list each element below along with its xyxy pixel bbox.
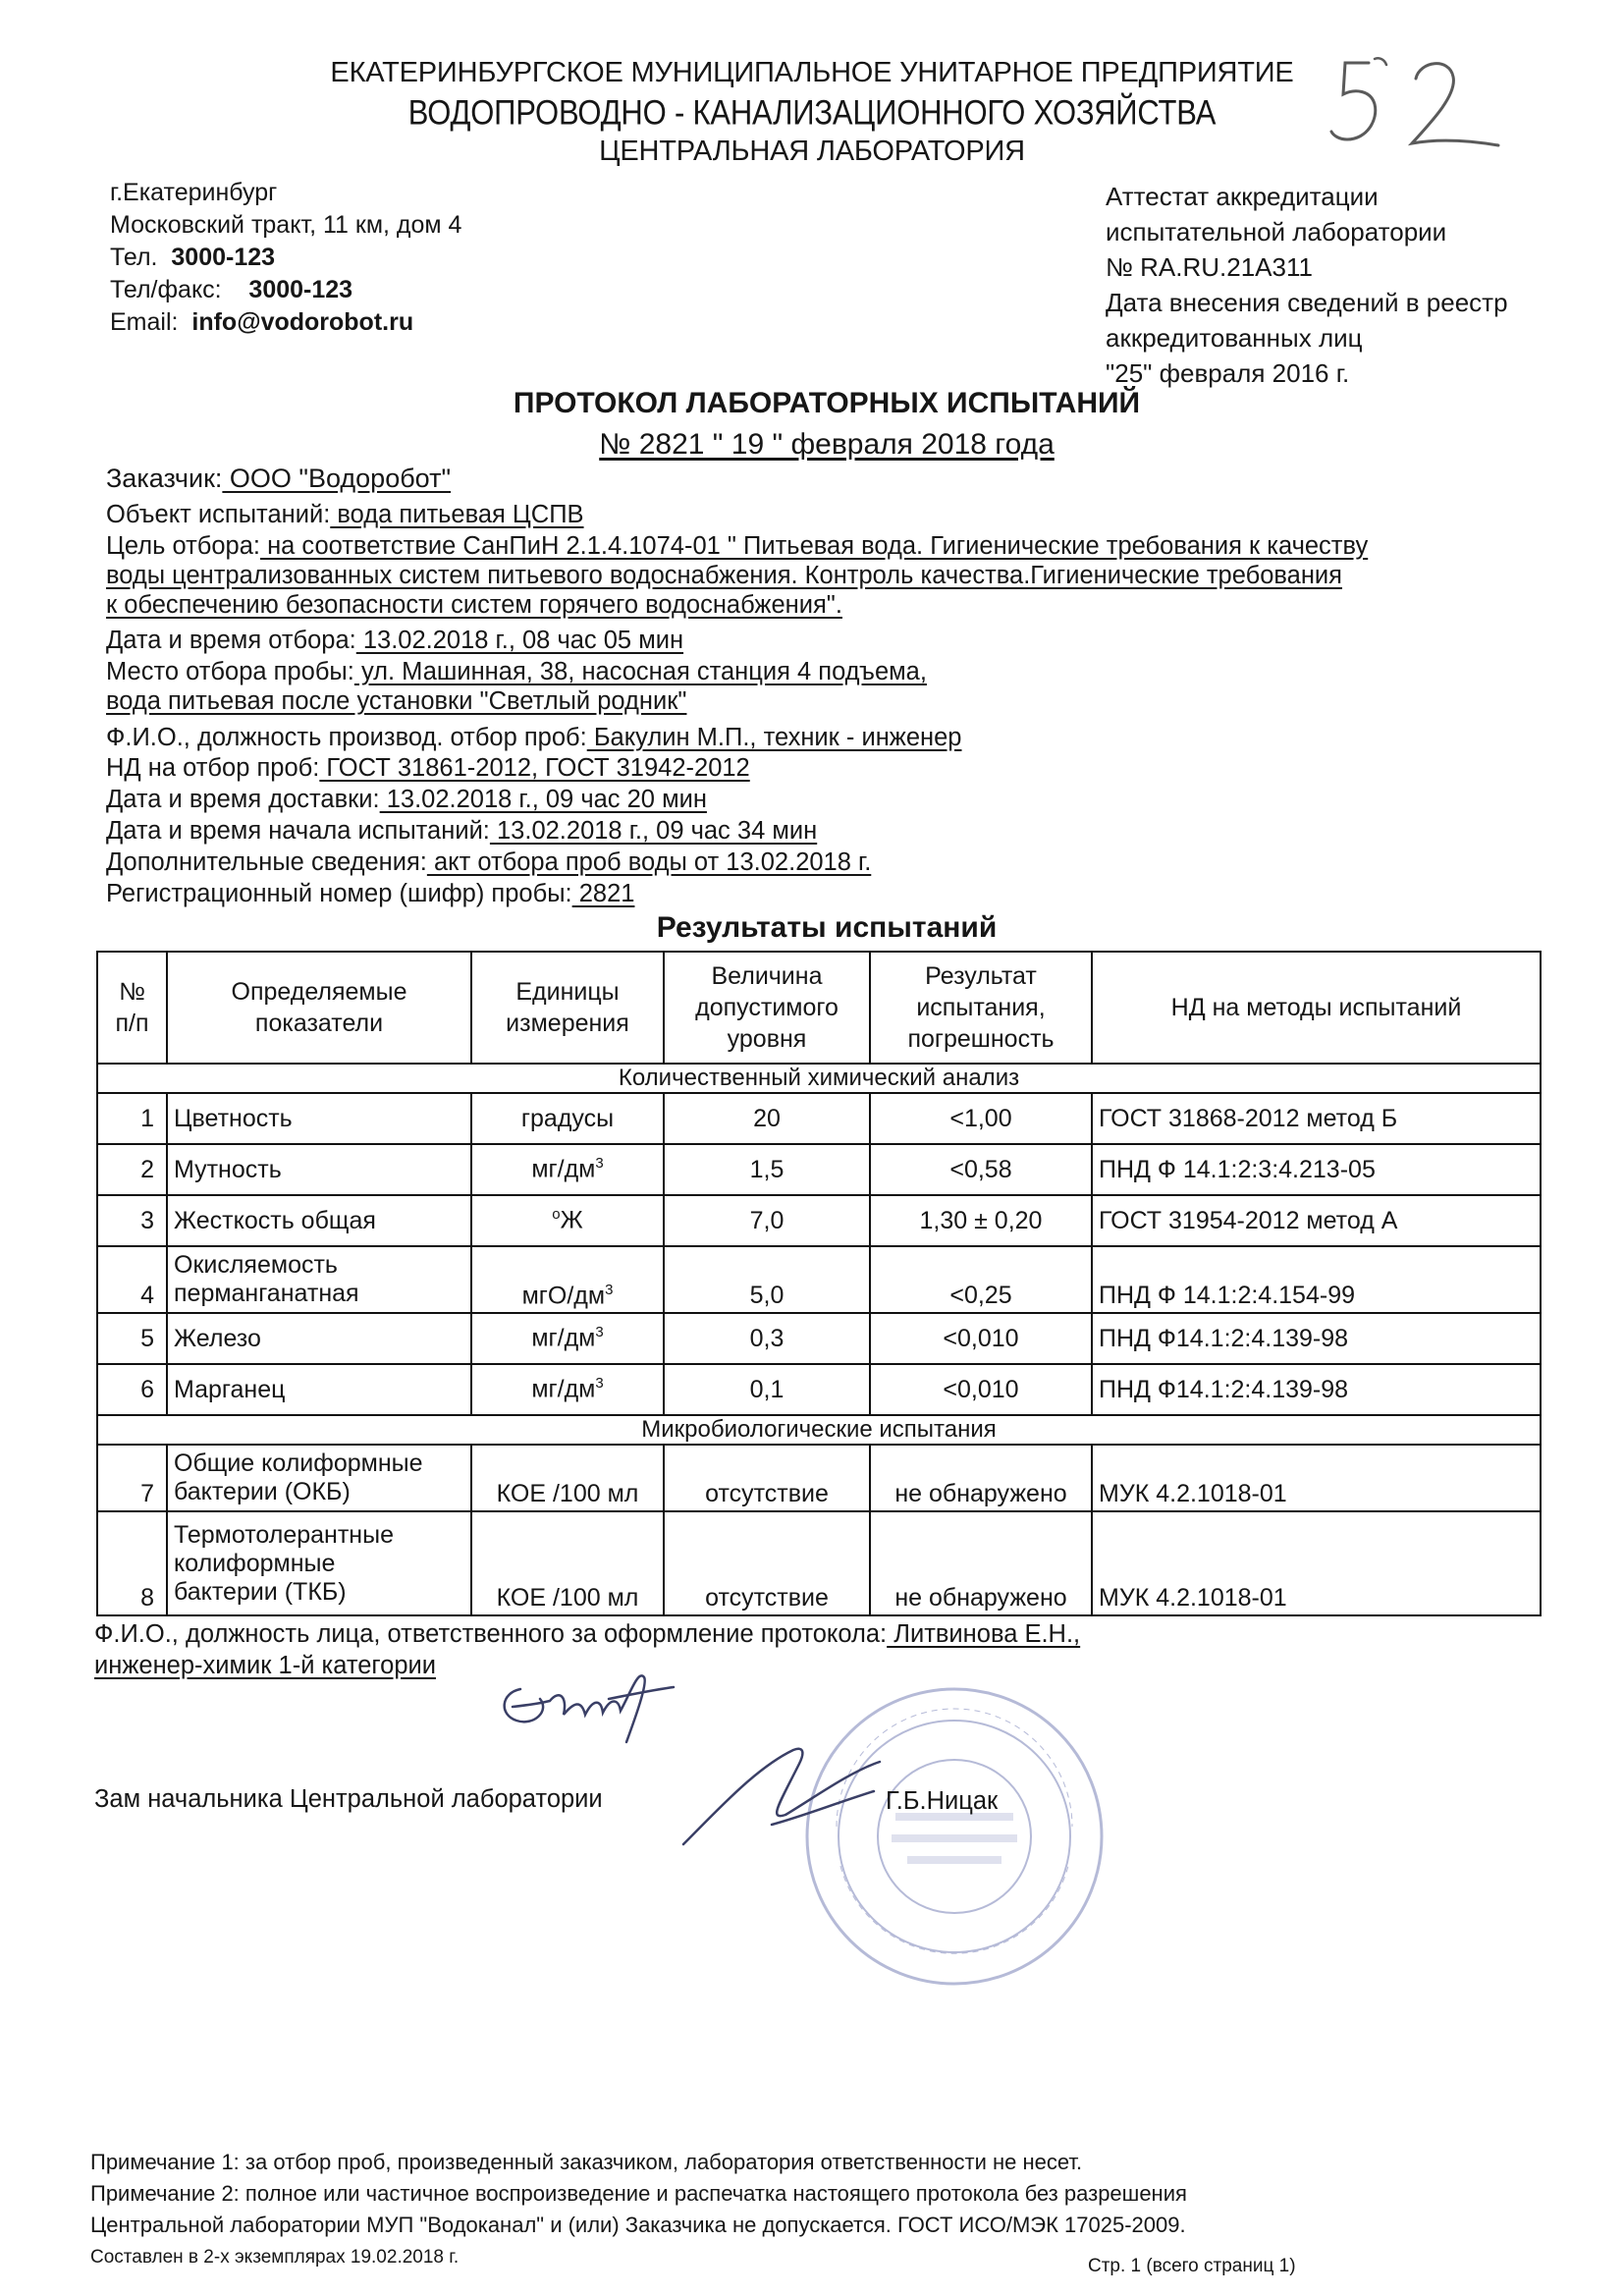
- protocol-number: № 2821 " 19 " февраля 2018 года: [599, 428, 1055, 461]
- row-parameter: Мутность: [167, 1144, 471, 1195]
- field-sampling-place-cont: вода питьевая после установки "Светлый родник": [106, 687, 687, 715]
- row-number: 1: [97, 1093, 167, 1144]
- row-method: ГОСТ 31868-2012 метод Б: [1092, 1093, 1541, 1144]
- section-row-micro: [97, 1415, 1541, 1445]
- section-row-chemical: [97, 1064, 1541, 1093]
- table-row: [97, 1364, 1541, 1415]
- row-unit: $мг/дм^3$: [471, 1313, 664, 1364]
- accreditation-date: "25" февраля 2016 г.: [1106, 358, 1350, 388]
- row-number: 3: [97, 1195, 167, 1246]
- row-unit: $мг/дм^3$: [471, 1144, 664, 1195]
- row-parameter: Жесткость общая: [167, 1195, 471, 1246]
- row-unit: градусы: [471, 1093, 664, 1144]
- row-result: <0,010: [870, 1313, 1092, 1364]
- row-parameter: Окисляемость перманганатная: [167, 1246, 471, 1313]
- note-2: Примечание 2: полное или частичное воспроизведение и распечатка настоящего протокола без разрешения: [90, 2181, 1187, 2206]
- field-sampling-place: Место отбора пробы: ул. Машинная, 38, насосная станция 4 подъема,: [106, 658, 927, 685]
- col-header-unit: Единицы измерения: [471, 952, 664, 1064]
- org-name-line3: ЦЕНТРАЛЬНАЯ ЛАБОРАТОРИЯ: [599, 136, 1025, 167]
- note-2-cont: Центральной лаборатории МУП "Водоканал" и (или) Заказчика не допускается. ГОСТ ИСО/МЭК 17025-2009.: [90, 2213, 1186, 2237]
- field-reg-number: Регистрационный номер (шифр) пробы: 2821: [106, 880, 635, 907]
- results-title: Результаты испытаний: [656, 911, 998, 944]
- org-name-line2: ВОДОПРОВОДНО - КАНАЛИЗАЦИОННОГО ХОЗЯЙСТВА: [407, 92, 1217, 133]
- address-fax: Тел/факс: 3000-123: [110, 276, 353, 303]
- row-method: МУК 4.2.1018-01: [1092, 1511, 1541, 1615]
- row-number: 8: [97, 1511, 167, 1615]
- results-table: [96, 951, 1542, 1616]
- field-test-start: Дата и время начала испытаний: 13.02.2018 г., 09 час 34 мин: [106, 817, 818, 845]
- table-row: [97, 1246, 1541, 1313]
- field-object: Объект испытаний: вода питьевая ЦСПВ: [106, 501, 584, 528]
- responsible-name: Литвинова Е.Н.,: [887, 1620, 1081, 1648]
- section-title-micro: Микробиологические испытания: [97, 1415, 1541, 1445]
- row-limit: 5,0: [664, 1246, 870, 1313]
- col-header-limit: Величина допустимого уровня: [664, 952, 870, 1064]
- accreditation-line1: Аттестат аккредитации: [1106, 182, 1379, 211]
- row-result: 1,30 ± 0,20: [870, 1195, 1092, 1246]
- field-purpose: Цель отбора: на соответствие СанПиН 2.1.4.1074-01 " Питьевая вода. Гигиенические требования к качеству: [106, 532, 1369, 560]
- row-result: <0,010: [870, 1364, 1092, 1415]
- row-method: ГОСТ 31954-2012 метод А: [1092, 1195, 1541, 1246]
- table-header-row: [97, 952, 1541, 1064]
- row-unit: КОЕ /100 мл: [471, 1511, 664, 1615]
- row-parameter: Общие колиформные бактерии (ОКБ): [167, 1445, 471, 1511]
- row-result: <1,00: [870, 1093, 1092, 1144]
- row-method: ПНД Ф 14.1:2:3:4.213-05: [1092, 1144, 1541, 1195]
- table-row: [97, 1445, 1541, 1511]
- address-phone: Тел. 3000-123: [110, 244, 276, 271]
- field-purpose-cont2: к обеспечению безопасности систем горячего водоснабжения".: [106, 591, 842, 619]
- row-parameter: Цветность: [167, 1093, 471, 1144]
- field-sampling-datetime: Дата и время отбора: 13.02.2018 г., 08 час 05 мин: [106, 627, 684, 654]
- row-number: 7: [97, 1445, 167, 1511]
- responsible-label: Ф.И.О., должность лица, ответственного за оформление протокола:: [94, 1620, 888, 1648]
- deputy-label: Зам начальника Центральной лаборатории: [94, 1785, 603, 1813]
- row-unit: КОЕ /100 мл: [471, 1445, 664, 1511]
- table-row: [97, 1511, 1541, 1615]
- note-1: Примечание 1: за отбор проб, произведенный заказчиком, лаборатория ответственности не несет.: [90, 2150, 1083, 2174]
- row-limit: отсутствие: [664, 1511, 870, 1615]
- row-limit: 7,0: [664, 1195, 870, 1246]
- row-parameter: Термотолерантные колиформные бактерии (ТКБ): [167, 1511, 471, 1615]
- deputy-name: Г.Б.Ницак: [886, 1787, 999, 1815]
- page-counter: Стр. 1 (всего страниц 1): [1088, 2256, 1296, 2276]
- row-method: МУК 4.2.1018-01: [1092, 1445, 1541, 1511]
- field-sampling-nd: НД на отбор проб: ГОСТ 31861-2012, ГОСТ 31942-2012: [106, 754, 750, 782]
- row-result: не обнаружено: [870, 1511, 1092, 1615]
- row-limit: 0,1: [664, 1364, 870, 1415]
- accreditation-line2: испытательной лаборатории: [1106, 217, 1447, 246]
- field-sampler: Ф.И.О., должность производ. отбор проб: Бакулин М.П., техник - инженер: [106, 724, 962, 751]
- row-unit: $мг/дм^3$: [471, 1364, 664, 1415]
- table-row: [97, 1144, 1541, 1195]
- field-purpose-cont1: воды централизованных систем питьевого водоснабжения. Контроль качества.Гигиенические требования: [106, 562, 1342, 589]
- address-city: г.Екатеринбург: [110, 179, 278, 206]
- table-row: [97, 1093, 1541, 1144]
- accreditation-line4: Дата внесения сведений в реестр: [1106, 288, 1508, 317]
- responsible-position: инженер-химик 1-й категории: [94, 1652, 437, 1679]
- row-result: <0,25: [870, 1246, 1092, 1313]
- row-method: ПНД Ф 14.1:2:4.154-99: [1092, 1246, 1541, 1313]
- row-parameter: Железо: [167, 1313, 471, 1364]
- col-header-method: НД на методы испытаний: [1092, 952, 1541, 1064]
- row-result: <0,58: [870, 1144, 1092, 1195]
- accreditation-block: [1106, 179, 1508, 391]
- row-unit: мгО/$дм^3$: [471, 1246, 664, 1313]
- accreditation-number: № RA.RU.21A311: [1106, 252, 1313, 282]
- copies-note: Составлен в 2-х экземплярах 19.02.2018 г.: [90, 2247, 460, 2268]
- row-number: 5: [97, 1313, 167, 1364]
- row-result: не обнаружено: [870, 1445, 1092, 1511]
- row-method: ПНД Ф14.1:2:4.139-98: [1092, 1364, 1541, 1415]
- org-name-line1: ЕКАТЕРИНБУРГСКОЕ МУНИЦИПАЛЬНОЕ УНИТАРНОЕ ПРЕДПРИЯТИЕ: [330, 57, 1294, 88]
- address-block: [110, 177, 461, 339]
- table-row: [97, 1313, 1541, 1364]
- signature-responsible: [491, 1660, 687, 1748]
- address-street: Московский тракт, 11 км, дом 4: [110, 211, 462, 239]
- table-row: [97, 1195, 1541, 1246]
- row-number: 4: [97, 1246, 167, 1313]
- row-limit: 20: [664, 1093, 870, 1144]
- section-title-chemical: Количественный химический анализ: [97, 1064, 1541, 1093]
- col-header-result: Результат испытания, погрешность: [870, 952, 1092, 1064]
- address-email: Email: info@vodorobot.ru: [110, 308, 414, 336]
- protocol-title: ПРОТОКОЛ ЛАБОРАТОРНЫХ ИСПЫТАНИЙ: [513, 387, 1141, 419]
- row-unit: $^о$Ж: [471, 1195, 664, 1246]
- row-parameter: Марганец: [167, 1364, 471, 1415]
- row-limit: отсутствие: [664, 1445, 870, 1511]
- row-method: ПНД Ф14.1:2:4.139-98: [1092, 1313, 1541, 1364]
- col-header-number: № п/п: [97, 952, 167, 1064]
- field-delivery-datetime: Дата и время доставки: 13.02.2018 г., 09 час 20 мин: [106, 786, 707, 813]
- row-limit: 0,3: [664, 1313, 870, 1364]
- row-limit: 1,5: [664, 1144, 870, 1195]
- responsible-line: [94, 1618, 1080, 1651]
- field-customer: Заказчик: ООО "Водоробот": [106, 464, 452, 493]
- row-number: 6: [97, 1364, 167, 1415]
- accreditation-line5: аккредитованных лиц: [1106, 323, 1363, 353]
- row-number: 2: [97, 1144, 167, 1195]
- col-header-parameter: Определяемые показатели: [167, 952, 471, 1064]
- field-extra-info: Дополнительные сведения: акт отбора проб воды от 13.02.2018 г.: [106, 848, 872, 876]
